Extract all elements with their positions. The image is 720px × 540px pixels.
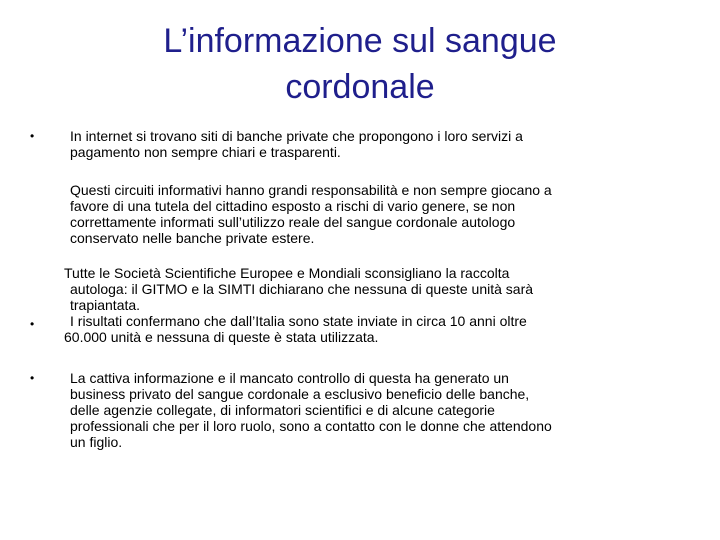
bullet-3: •	[30, 371, 35, 385]
paragraph-2-line-1: Questi circuiti informativi hanno grandi responsabilità e non sempre giocano a	[70, 182, 552, 198]
bullet-2: •	[30, 317, 35, 331]
paragraph-4-line-1: La cattiva informazione e il mancato controllo di questa ha generato un	[70, 370, 509, 386]
paragraph-1-line-1: In internet si trovano siti di banche private che propongono i loro servizi a	[70, 128, 523, 144]
paragraph-4-line-2: business privato del sangue cordonale a esclusivo beneficio delle banche,	[70, 386, 530, 402]
paragraph-3-line-2: autologa: il GITMO e la SIMTI dichiarano che nessuna di queste unità sarà	[70, 281, 534, 297]
slide-title	[60, 18, 660, 110]
paragraph-4-line-5: un figlio.	[70, 434, 123, 450]
bullet-1: •	[30, 129, 35, 143]
paragraph-1-line-2: pagamento non sempre chiari e trasparenti.	[70, 144, 341, 160]
paragraph-3-line-4: I risultati confermano che dall’Italia sono state inviate in circa 10 anni oltre	[70, 313, 527, 329]
paragraph-3-line-5: 60.000 unità e nessuna di queste è stata utilizzata.	[64, 329, 379, 345]
title-line-1: L’informazione sul sangue	[163, 22, 557, 60]
paragraph-4-line-3: delle agenzie collegate, di informatori scientifici e di alcune categorie	[70, 402, 495, 418]
title-line-2: cordonale	[285, 68, 435, 106]
paragraph-3-line-1: Tutte le Società Scientifiche Europee e Mondiali sconsigliano la raccolta	[64, 265, 510, 281]
paragraph-3	[64, 265, 533, 345]
paragraph-2-line-3: correttamente informati sull’utilizzo reale del sangue cordonale autologo	[70, 214, 516, 230]
paragraph-2-line-4: conservato nelle banche private estere.	[70, 230, 315, 246]
paragraph-2	[70, 182, 552, 246]
paragraph-4	[70, 370, 552, 450]
paragraph-4-line-4: professionali che per il loro ruolo, sono a contatto con le donne che attendono	[70, 418, 552, 434]
paragraph-3-line-3: trapiantata.	[70, 297, 141, 313]
paragraph-2-line-2: favore di una tutela del cittadino esposto a rischi di vario genere, se non	[70, 198, 516, 214]
paragraph-1	[70, 128, 523, 160]
